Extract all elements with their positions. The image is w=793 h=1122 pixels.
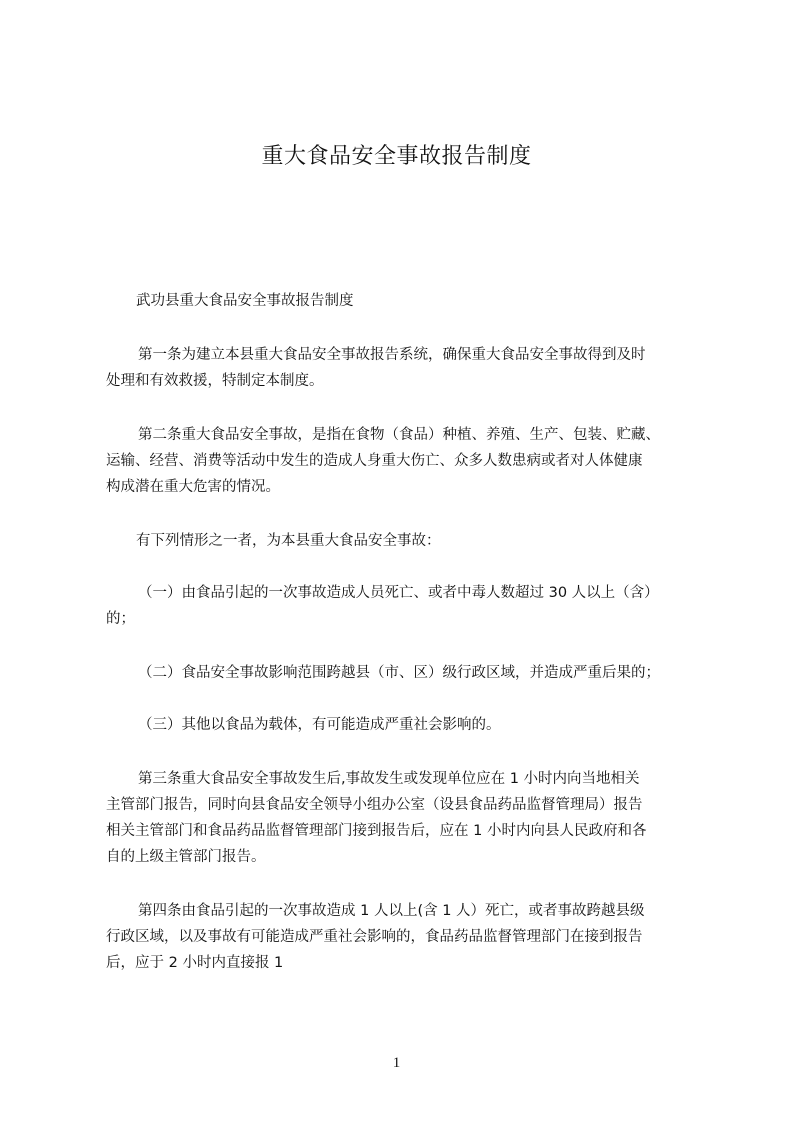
page-number: 1 — [392, 1055, 401, 1071]
article-2-line-1: 第二条重大食品安全事故，是指在食物（食品）种植、养殖、生产、包装、贮藏、 — [138, 427, 660, 443]
criterion-1-line-1: （一）由食品引起的一次事故造成人员死亡、或者中毒人数超过 30 人以上（含） — [138, 585, 659, 601]
article-4-line-2: 行政区域，以及事故有可能造成严重社会影响的，食品药品监督管理部门在接到报告 — [106, 929, 643, 945]
criterion-3-text: （三）其他以食品为载体，有可能造成严重社会影响的。 — [138, 717, 501, 733]
article-2-line-2: 运输、经营、消费等活动中发生的造成人身重大伤亡、众多人数患病或者对人体健康 — [106, 453, 643, 469]
criterion-1-line-2: 的； — [106, 611, 135, 627]
article-4-line-3: 后，应于 2 小时内直接报 1 — [106, 955, 284, 971]
article-2-line-3: 构成潜在重大危害的情况。 — [106, 479, 280, 495]
criteria-intro-text: 有下列情形之一者，为本县重大食品安全事故： — [136, 533, 441, 549]
document-title: 重大食品安全事故报告制度 — [261, 144, 532, 169]
article-2 — [106, 422, 711, 500]
criterion-1 — [106, 580, 711, 632]
article-3 — [106, 766, 711, 870]
document-subtitle — [136, 288, 741, 314]
subtitle-text: 武功县重大食品安全事故报告制度 — [136, 293, 354, 309]
criterion-3 — [138, 712, 743, 738]
criterion-2-text: （二）食品安全事故影响范围跨越县（市、区）级行政区域，并造成严重后果的； — [138, 665, 660, 681]
article-3-line-2: 主管部门报告，同时向县食品安全领导小组办公室（设县食品药品监督管理局）报告 — [106, 797, 643, 813]
criteria-intro — [136, 528, 741, 554]
article-1 — [106, 342, 711, 394]
article-3-line-1: 第三条重大食品安全事故发生后,事故发生或发现单位应在 1 小时内向当地相关 — [138, 771, 640, 787]
article-4 — [106, 898, 711, 976]
article-3-line-3: 相关主管部门和食品药品监督管理部门接到报告后，应在 1 小时内向县人民政府和各 — [106, 823, 647, 839]
criterion-2 — [138, 660, 743, 686]
article-1-line-2: 处理和有效救援，特制定本制度。 — [106, 373, 324, 389]
article-1-line-1: 第一条为建立本县重大食品安全事故报告系统，确保重大食品安全事故得到及时 — [138, 347, 646, 363]
article-4-line-1: 第四条由食品引起的一次事故造成 1 人以上(含 1 人）死亡，或者事故跨越县级 — [138, 903, 645, 919]
article-3-line-4: 自的上级主管部门报告。 — [106, 849, 266, 865]
